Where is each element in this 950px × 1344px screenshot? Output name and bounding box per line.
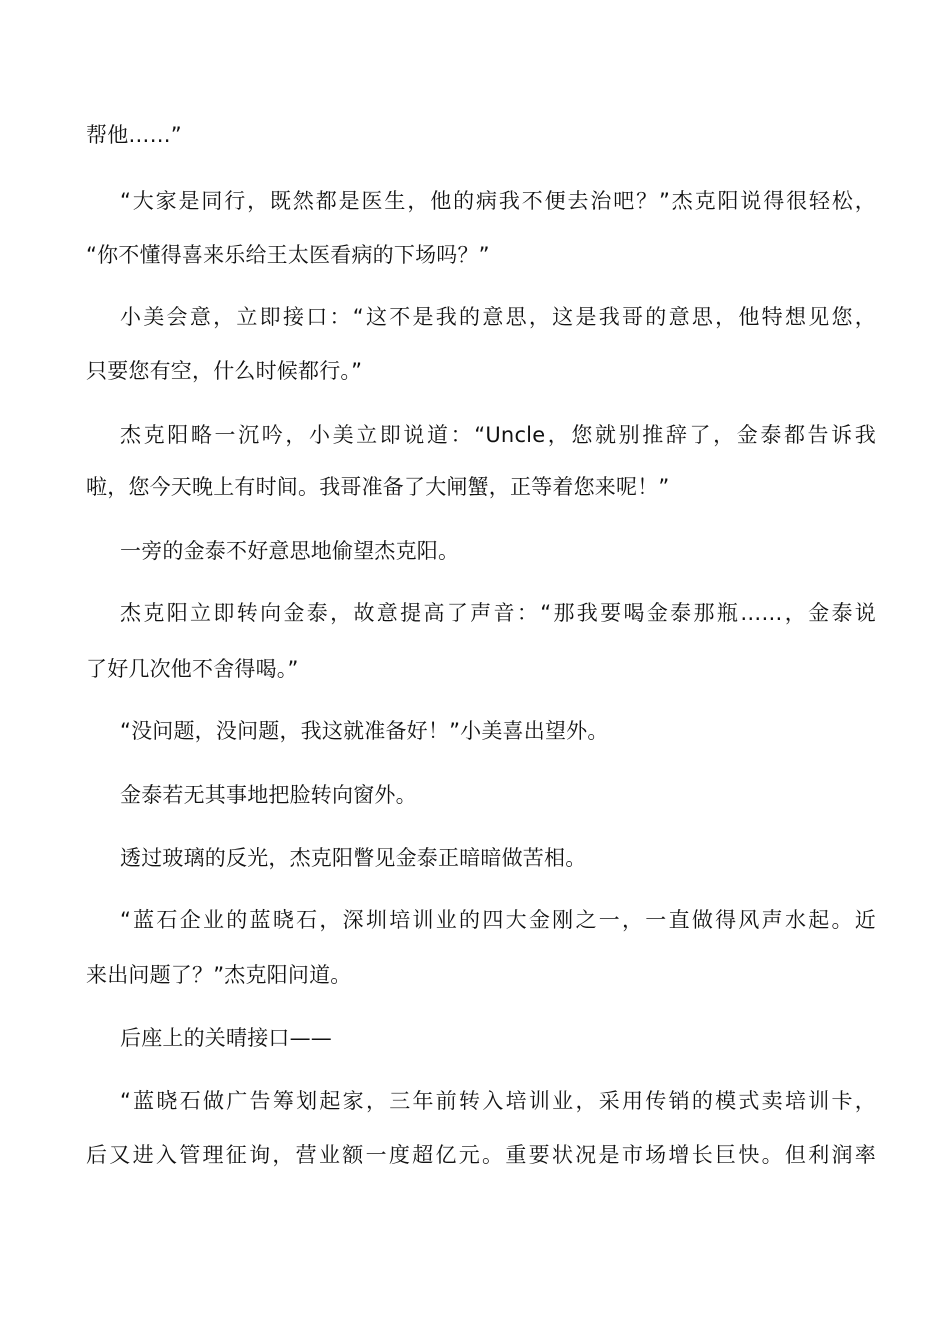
text-line-1: 帮他……” — [86, 123, 182, 147]
text-line-4: 小美会意，立即接口：“这不是我的意思，这是我哥的意思，他特想见您， — [120, 305, 876, 329]
text-line-9: 杰克阳立即转向金泰，故意提高了声音：“那我要喝金泰那瓶……，金泰说 — [120, 601, 876, 625]
text-line-17: “蓝晓石做广告筹划起家，三年前转入培训业，采用传销的模式卖培训卡， — [120, 1089, 876, 1113]
text-line-14: “蓝石企业的蓝晓石，深圳培训业的四大金刚之一，一直做得风声水起。近 — [120, 908, 876, 932]
text-line-18: 后又进入管理征询，营业额一度超亿元。重要状况是市场增长巨快。但利润率 — [86, 1143, 876, 1167]
text-line-16: 后座上的关晴接口—— — [120, 1026, 332, 1050]
text-line-3: “你不懂得喜来乐给王太医看病的下场吗？” — [86, 243, 490, 267]
text-line-7: 啦，您今天晚上有时间。我哥准备了大闸蟹，正等着您来呢！” — [86, 475, 670, 499]
text-line-8: 一旁的金泰不好意思地偷望杰克阳。 — [120, 539, 460, 563]
text-line-10: 了好几次他不舍得喝。” — [86, 657, 299, 681]
text-line-11: “没问题，没问题，我这就准备好！”小美喜出望外。 — [120, 719, 609, 743]
text-line-5: 只要您有空，什么时候都行。” — [86, 359, 363, 383]
text-line-6: 杰克阳略一沉吟，小美立即说道：“Uncle，您就别推辞了，金泰都告诉我 — [120, 423, 876, 447]
text-line-12: 金泰若无其事地把脸转向窗外。 — [120, 783, 417, 807]
text-line-13: 透过玻璃的反光，杰克阳瞥见金泰正暗暗做苦相。 — [120, 846, 587, 870]
text-line-15: 来出问题了？”杰克阳问道。 — [86, 963, 352, 987]
text-line-2: “大家是同行，既然都是医生，他的病我不便去治吧？”杰克阳说得很轻松， — [120, 189, 876, 213]
